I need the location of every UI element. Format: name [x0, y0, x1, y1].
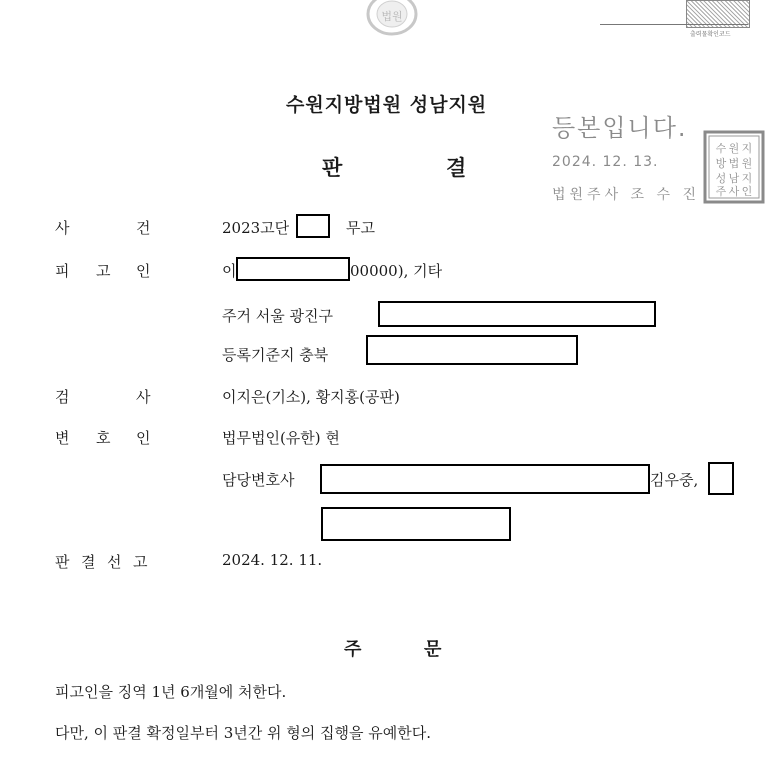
prosecutor-label-1: 검	[55, 388, 70, 406]
doc-title-char-1: 판	[322, 156, 343, 180]
defendant-registry-label: 등록기준지 충북	[222, 346, 329, 364]
copy-stamp-date: 2024. 12. 13.	[552, 154, 659, 170]
svg-text:남: 남	[728, 172, 740, 185]
svg-text:주: 주	[715, 185, 727, 198]
svg-text:방: 방	[715, 157, 727, 170]
barcode-underline	[600, 24, 748, 25]
defendant-name-prefix: 이	[222, 262, 237, 280]
order-line-sentence: 피고인을 징역 1년 6개월에 처한다.	[55, 683, 287, 701]
counsel-firm: 법무법인(유한) 현	[222, 429, 340, 447]
order-title-char-1: 주	[344, 639, 362, 660]
prosecutor-names: 이지은(기소), 황지홍(공판)	[222, 388, 400, 406]
svg-text:수: 수	[715, 142, 727, 155]
case-label-1: 사	[55, 219, 70, 237]
defendant-address-label: 주거 서울 광진구	[222, 307, 333, 325]
redaction-attorney-1	[320, 464, 650, 494]
svg-text:성: 성	[715, 172, 727, 185]
counsel-label-2: 호	[96, 429, 111, 447]
doc-title-char-2: 결	[446, 156, 467, 180]
copy-stamp-clerk: 법원주사 조 수 진	[552, 187, 701, 203]
clerk-seal	[703, 130, 765, 204]
case-number-prefix: 2023고단	[222, 219, 290, 237]
redaction-attorney-3	[321, 507, 511, 541]
counsel-label-1: 변	[55, 429, 70, 447]
redaction-attorney-2	[708, 462, 734, 495]
counsel-label-3: 인	[136, 429, 151, 447]
case-label-2: 건	[136, 219, 151, 237]
verdict-date: 2024. 12. 11.	[222, 551, 323, 569]
verdict-label-4: 고	[133, 553, 148, 571]
attorney-label: 담당변호사	[222, 471, 295, 489]
defendant-label-3: 인	[136, 262, 151, 280]
barcode-caption: 출력물확인코드	[690, 31, 731, 38]
svg-text:지: 지	[741, 142, 753, 155]
court-seal-top	[362, 0, 422, 36]
redaction-address	[378, 301, 656, 327]
svg-text:원: 원	[728, 142, 740, 155]
prosecutor-label-2: 사	[136, 388, 151, 406]
court-name: 수원지방법원 성남지원	[286, 94, 488, 116]
case-name: 무고	[346, 219, 375, 237]
svg-text:사: 사	[728, 185, 740, 198]
order-line-probation: 다만, 이 판결 확정일부터 3년간 위 형의 집행을 유예한다.	[55, 724, 432, 742]
redaction-case-number	[296, 214, 330, 238]
verdict-label-1: 판	[55, 553, 70, 571]
redaction-defendant-name	[236, 257, 350, 281]
defendant-label-2: 고	[96, 262, 111, 280]
svg-text:인: 인	[741, 185, 753, 198]
copy-stamp-title: 등본입니다.	[552, 114, 688, 142]
court-seal-text: 법원	[381, 10, 403, 23]
svg-text:법: 법	[728, 157, 740, 170]
redaction-registry	[366, 335, 578, 365]
svg-text:원: 원	[741, 157, 753, 170]
order-title-char-2: 문	[424, 639, 442, 660]
verdict-label-2: 결	[81, 553, 96, 571]
svg-text:지: 지	[741, 172, 753, 185]
verdict-label-3: 선	[107, 553, 122, 571]
defendant-label-1: 피	[55, 262, 70, 280]
defendant-name-suffix: 00000), 기타	[350, 262, 443, 280]
attorney-suffix: 김우중,	[650, 471, 699, 489]
